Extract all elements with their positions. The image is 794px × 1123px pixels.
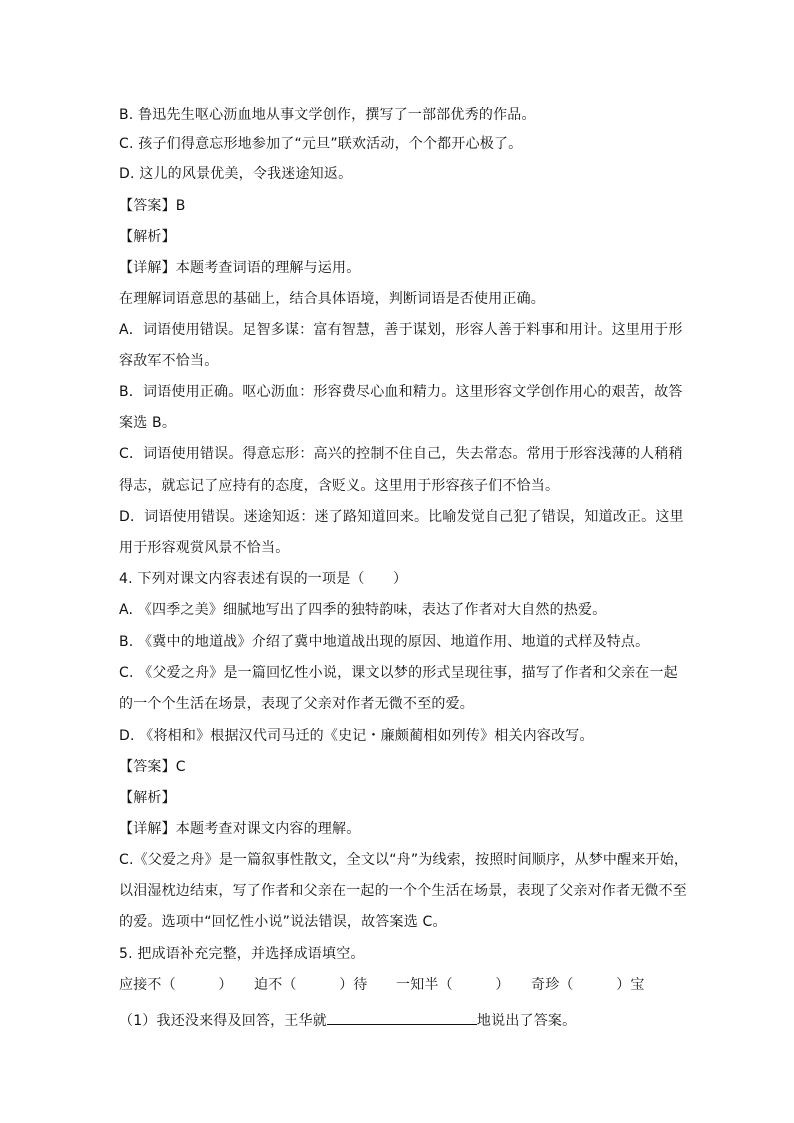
explanation-c: C．词语使用错误。得意忘形：高兴的控制不住自己，失去常态。常用于形容浅薄的人稍稍 (119, 446, 683, 462)
q4-explanation-cont: 以泪湿枕边结束，写了作者和父亲在一起的一个个生活在场景，表现了父亲对作者无微不至 (119, 883, 687, 899)
q4-explanation: C.《父爱之舟》是一篇叙事性散文，全文以“舟”为线索，按照时间顺序，从梦中醒来开始， (119, 852, 689, 868)
q4-explanation-end: 的爱。选项中“回忆性小说”说法错误，故答案选 C。 (119, 914, 447, 930)
analysis-label: 【解析】 (119, 790, 176, 806)
explanation-a: A．词语使用错误。足智多谋：富有智慧，善于谋划，形容人善于料事和用计。这里用于形 (119, 322, 683, 338)
answer-label: 【答案】B (119, 198, 186, 214)
q5-sentence-1-before: （1）我还没来得及回答，王华就 (119, 1013, 327, 1029)
fill-blank[interactable] (327, 1009, 477, 1025)
idiom-blanks: 应接不（ ） 迫不（ ）待 一知半（ ） 奇珍（ ）宝 (119, 977, 645, 993)
q4-option-b: B. 《冀中的地道战》介绍了冀中地道战出现的原因、地道作用、地道的式样及特点。 (119, 634, 650, 650)
q5-sentence-1-after: 地说出了答案。 (476, 1013, 577, 1029)
q4-option-d: D. 《将相和》根据汉代司马迁的《史记・廉颇蔺相如列传》相关内容改写。 (119, 728, 594, 744)
q4-option-c-cont: 的一个个生活在场景，表现了父亲对作者无微不至的爱。 (119, 696, 474, 712)
detail-label: 【详解】本题考查词语的理解与运用。 (119, 260, 361, 276)
explanation-d: D．词语使用错误。迷途知返：迷了路知道回来。比喻发觉自己犯了错误，知道改正。这里 (119, 509, 684, 525)
analysis-label: 【解析】 (119, 229, 176, 245)
explanation-d-cont: 用于形容观赏风景不恰当。 (119, 540, 290, 556)
explanation-text: 在理解词语意思的基础上，结合具体语境，判断词语是否使用正确。 (119, 291, 545, 307)
detail-label: 【详解】本题考查对课文内容的理解。 (119, 821, 361, 837)
answer-label: 【答案】C (119, 759, 186, 775)
explanation-b: B．词语使用正确。呕心沥血：形容费尽心血和精力。这里形容文学创作用心的艰苦，故答 (119, 384, 683, 400)
question-4: 4. 下列对课文内容表述有误的一项是（ ） (119, 571, 408, 587)
q4-option-a: A. 《四季之美》细腻地写出了四季的独特韵味，表达了作者对大自然的热爱。 (119, 602, 607, 618)
question-5: 5. 把成语补充完整，并选择成语填空。 (119, 946, 365, 962)
q5-sentence-1 (119, 1009, 576, 1031)
explanation-c-cont: 得志，就忘记了应持有的态度，含贬义。这里用于形容孩子们不恰当。 (119, 478, 560, 494)
explanation-a-cont: 容敌军不恰当。 (119, 353, 219, 369)
option-c: C. 孩子们得意忘形地参加了“元旦”联欢活动，个个都开心极了。 (119, 136, 523, 152)
q4-option-c: C. 《父爱之舟》是一篇回忆性小说，课文以梦的形式呈现往事，描写了作者和父亲在一起 (119, 665, 678, 681)
option-d: D. 这儿的风景优美，令我迷途知返。 (119, 166, 353, 182)
explanation-b-cont: 案选 B。 (119, 415, 177, 431)
option-b: B. 鲁迅先生呕心沥血地从事文学创作，撰写了一部部优秀的作品。 (119, 107, 536, 123)
